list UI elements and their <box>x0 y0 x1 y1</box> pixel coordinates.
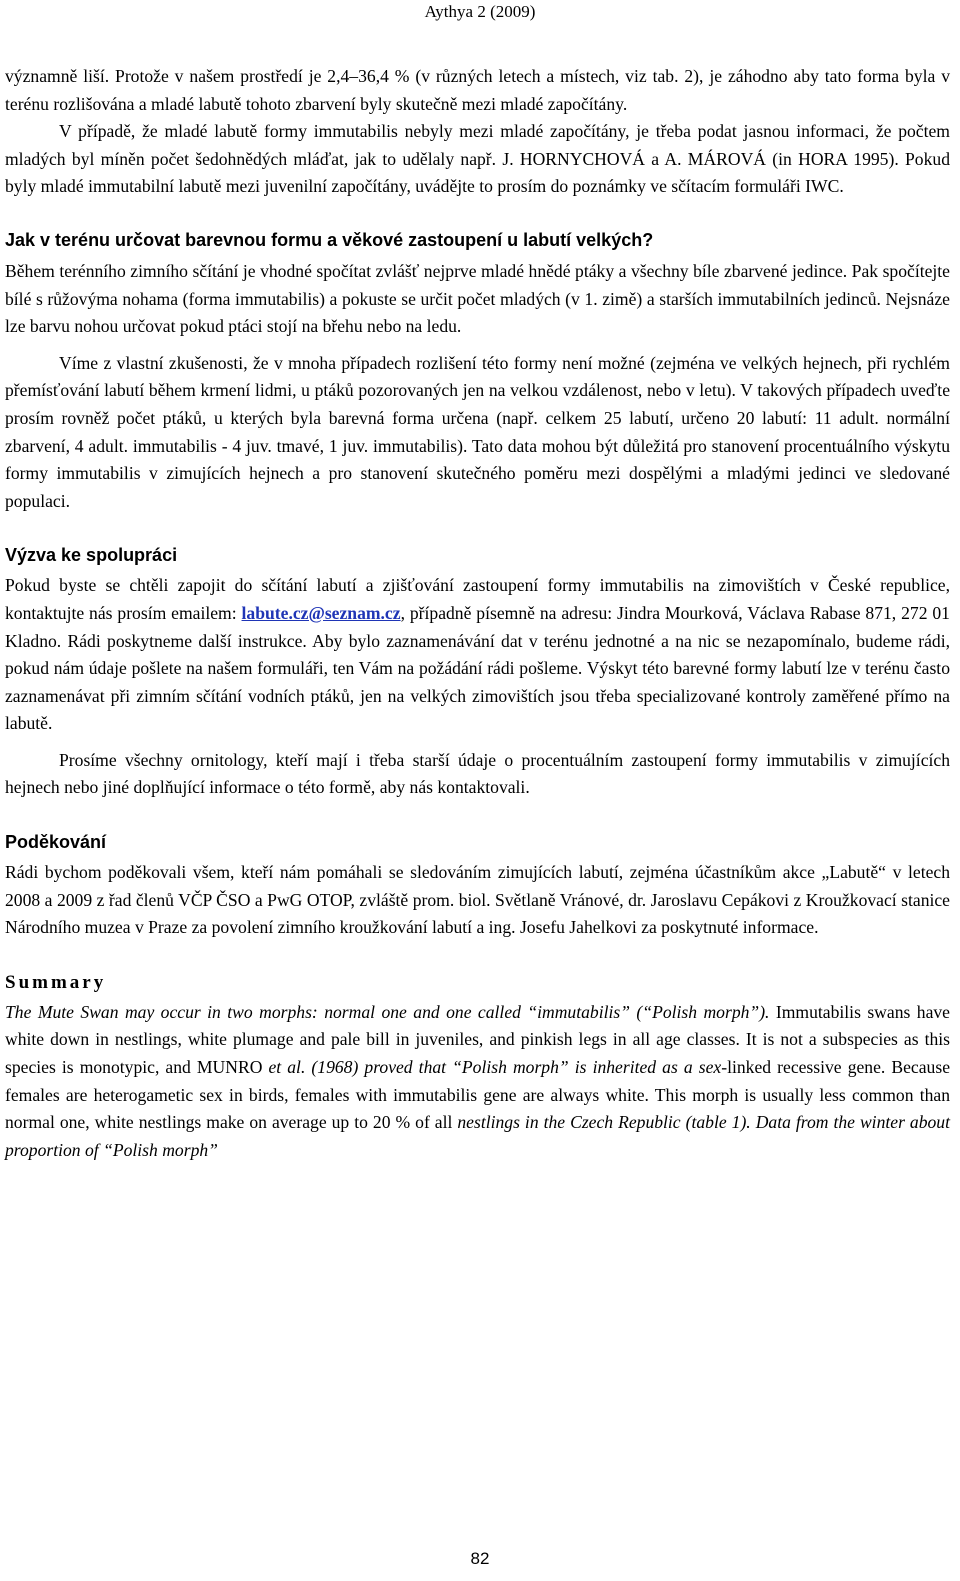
summary-italic-3: nestlings in the Czech Republic (table 1). Data from the winter about proportion of “Polish morph” <box>5 1112 950 1160</box>
paragraph-counting-method: Během terénního zimního sčítání je vhodné spočítat zvlášť nejprve mladé hnědé ptáky a všechny bíle zbarvené jedince. Pak spočítejte bílé s růžovýma nohama (forma immutabilis) a pokuste se určit počet mladých (v 1. zimě) a starších immutabilních jedinců. Nejsnáze lze barvu nohou určovat pokud ptáci stojí na břehu nebo na ledu. <box>5 260 950 337</box>
paragraph-continued: významně liší. Protože v našem prostředí je 2,4–36,4 % (v různých letech a místech, viz tab. 2), je záhodno aby tato forma byla v terénu rozlišována a mladé labutě tohoto zbarvení byly skutečně mezi mladé započítány. <box>5 66 950 114</box>
section-heading-call-for-cooperation: Výzva ke spolupráci <box>5 545 178 566</box>
paragraph-summary <box>5 999 950 1165</box>
contact-text-before: Pokud byste se chtěli zapojit do sčítání labutí a zjišťování zastoupení formy immutabilis na zimovištích v České republice, kontaktujte nás prosím emailem: <box>5 575 950 623</box>
summary-text-2: -linked recessive gene. Because females are heterogametic sex in birds, females with immutabilis gene are always white. This morph is usually less common than normal one, white nestlings make on average up to 20 % of all <box>5 1057 950 1133</box>
email-link[interactable]: labute.cz@seznam.cz <box>241 602 401 623</box>
summary-italic-2: et al. (1968) proved that “Polish morph” is inherited as a sex <box>268 1057 722 1078</box>
summary-text-1: Immutabilis swans have white down in nestlings, white plumage and pale bill in juveniles, and pinkish legs in all age classes. It is not a subspecies as this species is monotypic, and MUNRO <box>5 1001 950 1078</box>
paragraph-acknowledgements: Rádi bychom poděkovali všem, kteří nám pomáhali se sledováním zimujících labutí, zejména účastníkům akce „Labutě“ v letech 2008 a 2009 z řad členů VČP ČSO a PwG OTOP, zvláště prom. biol. Světlaně Vránové, dr. Jaroslavu Cepákovi z Kroužkovací stanice Národního muzea v Praze za povolení zimního kroužkování labutí a ing. Josefu Jahelkovi za poskytnuté informace. <box>5 862 950 938</box>
summary-italic-1: The Mute Swan may occur in two morphs: normal one and one called “immutabilis” (“Polish morph”). <box>5 1001 770 1022</box>
body-text <box>5 63 950 1164</box>
running-head: Aythya 2 (2009) <box>424 2 536 21</box>
paragraph-immutabilis-note: V případě, že mladé labutě formy immutabilis nebyly mezi mladé započítány, je třeba podat jasnou informaci, že počtem mladých byl míněn počet šedohnědých mláďat, jak to udělaly např. J. HORNYCHOVÁ a A. MÁROVÁ (in HORA 1995). Pokud byly mladé immutabilní labutě mezi juvenilní započítány, uvádějte to prosím do poznámky ve sčítacím formuláři IWC. <box>5 121 950 197</box>
section-heading-summary: Summary <box>5 971 107 993</box>
paragraph-contact <box>5 572 950 738</box>
section-heading-field-identification: Jak v terénu určovat barevnou formu a věkové zastoupení u labutí velkých? <box>5 229 654 250</box>
contact-text-after: , případně písemně na adresu: Jindra Mourková, Václava Rabase 871, 272 01 Kladno. Rádi poskytneme další instrukce. Aby bylo zaznamenávání dat v terénu jednotné a na nic se nezapomínalo, budeme rádi, pokud nám údaje pošlete na našem formuláři, ten Vám na požádání rádi pošleme. Výskyt této barevné formy labutí lze v terénu často zaznamenávat při zimním sčítání vodních ptáků, jen na velkých zimovištích jsou třeba specializované kontroly zaměřené přímo na labutě. <box>5 602 950 734</box>
paragraph-request: Prosíme všechny ornitology, kteří mají i třeba starší údaje o procentuálním zastoupení formy immutabilis v zimujících hejnech nebo jiné doplňující informace o této formě, aby nás kontaktovali. <box>5 749 950 798</box>
section-heading-acknowledgements: Poděkování <box>5 832 107 853</box>
paragraph-experience: Víme z vlastní zkušenosti, že v mnoha případech rozlišení této formy není možné (zejména ve velkých hejnech, při rychlém přemísťování labutí během krmení lidmi, u ptáků pozorovaných jen na velkou vzdálenost, nebo v letu). V takových případech uveďte prosím rovněž počet ptáků, u kterých byla barevná forma určena (např. celkem 25 labutí, určeno 20 labutí: 11 adult. normální zbarvení, 4 adult. immutabilis - 4 juv. tmavé, 1 juv. immutabilis). Tato data mohou být důležitá pro stanovení procentuálního výskytu formy immutabilis v zimujících hejnech a pro stanovení skutečného poměru mezi dospělými a mladými jedinci ve sledované populaci. <box>5 352 950 511</box>
page-number: 82 <box>470 1549 490 1568</box>
